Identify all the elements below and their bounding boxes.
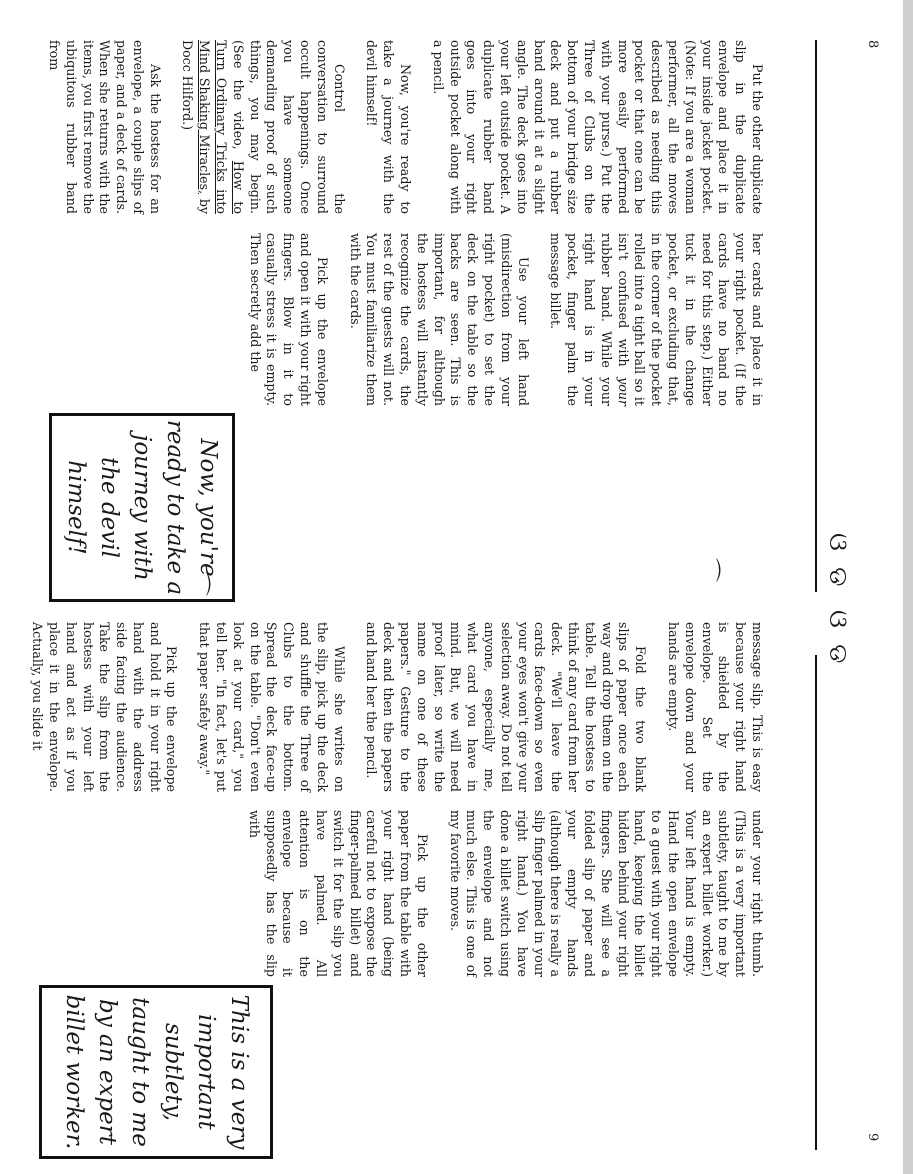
header-rule-left <box>815 40 817 592</box>
paragraph: Pick up the envelope and hold it in your right hand with the address side facing the audience. Take the slip from the hostess with your left hand and act as if you place it in the envelope. Actually, you slide it <box>30 622 180 792</box>
paragraph: Put the other duplicate slip in the duplicate envelope and place it in your inside jacket pocket. (Note: If you are a woman performer, all the moves described as needing this pocket or that one can be more easily performed with your purse.) Put the Three of Clubs on the bottom of your bridge size deck and put a rubber band around it at a slight angle. The deck goes into your left outside pocket. A duplicate rubber band goes into your right outside pocket along with a pencil. <box>430 40 765 214</box>
paragraph-text: Control the conversation to surround occult happenings. Once you have someone demanding proof of such things, you may begin. (See the video, <box>230 40 347 214</box>
paragraph-text: her cards and place it in your right pocket. (If the cards have no band no need for this step.) Either tuck it in the change pocket, or excluding that, in the corner of the pocket rolled into a tight ball so it isn't confused with <box>615 233 765 406</box>
paragraph <box>547 233 765 406</box>
left-page-column-2 <box>230 233 765 406</box>
paragraph: Ask the hostess for an envelope, a couple slips of paper, and a deck of cards. When she returns with the items, you first remove the ubiquitous rubber band from <box>46 40 163 214</box>
left-page-column-1 <box>29 40 765 214</box>
margin-bracket: ⌒ <box>694 558 722 582</box>
paragraph: under your right thumb. (This is a very important subtlety, taught to me by an expert billet worker.) Your left hand is empty. Hand the open envelope to a guest with your right hand, keeping the billet hidden behind your right fingers. She will see a folded slip of paper and your empty hands (although there is really a slip finger palmed in your right hand.) You have done a billet switch using the envelope and not much else. This is one of my favorite moves. <box>447 810 765 977</box>
paragraph: message slip. This is easy because your right hand is shielded by the envelope. Set the envelope down and your hands are empty. <box>666 622 765 792</box>
pull-quote-text: Now, you're ready to take a journey with the devil himself! <box>63 419 222 596</box>
video-title: How to Turn Ordinary Tricks into Mind Shaking Miracles, <box>197 40 246 214</box>
right-page-column-2 <box>229 810 765 977</box>
video-author: by Docc Hilford.) <box>180 40 213 214</box>
scan-edge <box>903 0 913 1174</box>
paragraph: Use your left hand (misdirection from your right pocket) to set the deck on the table so the backs are seen. This is important, for although the hostess will instantly recognize the cards, the rest of the guests will not. You must familiarize them with the cards. <box>347 233 531 406</box>
paragraph: Now, you're ready to take a journey with the devil himself! <box>364 40 414 214</box>
pull-quote-text: This is a very important subtlety, taught to me by an expert billet worker. <box>61 994 252 1150</box>
header-ornament-right: ଓ ଡ <box>823 610 853 668</box>
header-rule-right <box>815 655 817 1150</box>
page-number-left: 8 <box>865 40 880 49</box>
margin-bracket: ⌒ <box>184 572 212 596</box>
right-page-column-1 <box>12 622 765 792</box>
paragraph: Pick up the other paper from the table with your right hand (being careful not to expose the finger-palmed billet) and switch it for the slip you have palmed. All attention is on the envelope because it supposedly has the slip with <box>246 810 430 977</box>
emphasis: your <box>615 377 631 406</box>
paragraph: Fold the two blank slips of paper once each way and drop them on the table. Tell the hostess to think of any card from her deck. "We'll leave the cards face-down so even your eyes won't give your selection away. Do not tell anyone, especially me, what card you have in mind. But, we will need proof later, so write the name on one of these papers." Gesture to the deck and then the papers and hand her the pencil. <box>364 622 649 792</box>
pull-quote-right <box>39 985 273 1159</box>
paragraph <box>179 40 347 214</box>
page-number-right: 9 <box>865 1133 880 1142</box>
paragraph: While she writes on the slip, pick up the deck and shuffle the Three of Clubs to the bottom. Spread the deck face-up on the table. "Don't even look at your card," you tell her. "In fact, let's put that paper safely away." <box>197 622 347 792</box>
paragraph-text: rubber band. While your right hand is in your pocket, finger palm the message billet. <box>548 233 614 406</box>
header-ornament-left: ଓ ଡ <box>823 533 853 591</box>
paragraph: Pick up the envelope and open it with your right fingers. Blow in it to casually stress it is empty. Then secretly add the <box>247 233 330 406</box>
